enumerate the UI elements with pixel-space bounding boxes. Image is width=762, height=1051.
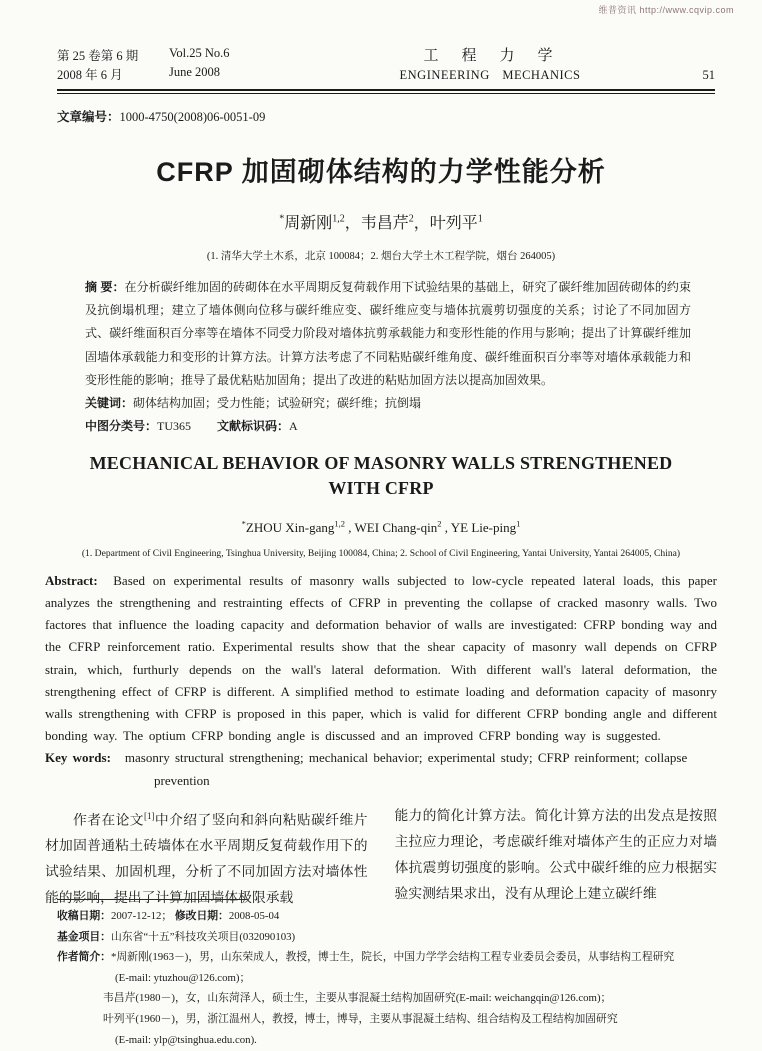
footnote-bio-2: 韦昌芹(1980－)，女，山东菏泽人，硕士生，主要从事混凝土结构加固研究(E-mail: weichangqin@126.com)； <box>103 992 612 1005</box>
doc-code-label: 文献标识码： <box>217 419 290 434</box>
clc-label: 中图分类号： <box>85 419 158 434</box>
received-label: 收稿日期： <box>57 910 111 922</box>
article-number <box>45 107 717 125</box>
paper-title-en-line1: MECHANICAL BEHAVIOR OF MASONRY WALLS STRENGTHENED <box>89 453 673 474</box>
body-left-pre: 作者在论文 <box>72 812 144 828</box>
authors-cn <box>45 210 717 233</box>
body-column-right: 能力的简化计算方法。简化计算方法的出发点是按照主拉应力理论，考虑碳纤维对墙体产生的正应力对墙体抗震剪切强度的影响。公式中碳纤维的应力根据实验实测结果求出，没有从理论上建立碳纤维 <box>394 807 717 901</box>
header-rule <box>57 89 715 94</box>
author-en-2-name: WEI Chang-qin <box>354 519 438 535</box>
abstract-cn <box>85 276 691 392</box>
author-en-1-mark: * <box>241 518 246 529</box>
cqvip-watermark: 维普资讯 http://www.cqvip.com <box>598 5 734 15</box>
author-cn-2 <box>361 215 430 232</box>
journal-title-en: ENGINEERING MECHANICS <box>399 68 581 82</box>
author-2-sup: 2 <box>408 213 414 225</box>
date-cn: 2008 年 6 月 <box>57 68 123 82</box>
paper-title-en <box>45 451 717 501</box>
fund-text: 山东省“十五”科技攻关项目(032090103) <box>110 930 296 943</box>
header-row-2 <box>57 65 715 86</box>
footnote-rule <box>57 899 247 900</box>
body-left-rest: 中介绍了竖向和斜向粘贴碳纤维片材加固普通粘土砖墙体在水平周期反复荷载作用下的试验结果、加固机理，分析了不同加固方法对墙体性能的影响，提出了计算加固墙体极限承载 <box>45 812 368 906</box>
abstract-en-text: Based on experimental results of masonry walls subjected to low-cycle repeated lateral loads, this paper analyzes the strengthening and restrainting effects of CFRP in preventing the collapse of cracked masonry walls. Two factores that influence the loading capacity and deformation behavior of walls are investigated: CFRP bonding way and the CFRP reinforcement ratio. Experimental results show that the shear capacity of masonry wall depends on CFRP strain, which, furthurly depends on the wall's lateral deformation. With different wall's lateral deformation, the strengthening effect of CFRP is different. A simplified method to estimate loading and deformation capacity of masonry walls strengthening with CFRP is proposed in this paper, which is valid for different CFRP bonding angle and different bonding way. The optium CFRP bonding angle is discussed and an improved CFRP bonding way is suggested. <box>45 572 717 744</box>
affiliations-cn: (1. 清华大学土木系，北京 100084；2. 烟台大学土木工程学院，烟台 264005) <box>206 251 556 262</box>
volume-issue <box>57 46 307 64</box>
paper-title-cn: CFRP 加固砌体结构的力学性能分析 <box>156 157 606 187</box>
author-en-sep: , <box>441 519 451 535</box>
body-column-left <box>45 803 368 912</box>
volume-issue-cn: 第 25 卷第 6 期 <box>57 49 139 63</box>
article-number-value: 1000-4750(2008)06-0051-09 <box>119 110 266 124</box>
abstract-block-en <box>45 570 717 792</box>
footnote-block <box>57 899 722 1050</box>
author-en-2-sup: 2 <box>437 518 442 529</box>
author-en-3-sup: 1 <box>516 518 521 529</box>
author-cn-3 <box>430 215 483 232</box>
author-en-1-sup: 1,2 <box>334 518 346 529</box>
author-en-1 <box>242 520 355 535</box>
article-number-label: 文章编号： <box>57 110 120 124</box>
volume-issue-en: Vol.25 No.6 <box>169 46 230 60</box>
keywords-cn-text: 砌体结构加固；受力性能；试验研究；碳纤维；抗倒塌 <box>133 396 422 411</box>
author-en-3-name: YE Lie-ping <box>450 519 517 535</box>
publication-date <box>57 65 307 83</box>
keywords-en-label: Key words: <box>45 750 111 766</box>
bio-1-text: *周新刚(1963－)，男，山东荣成人，教授，博士生，院长，中国力学学会结构工程专业委员会委员，从事结构工程研究 <box>110 951 675 964</box>
author-en-1-name: ZHOU Xin-gang <box>245 519 335 535</box>
author-2-name: 韦昌芹 <box>360 215 409 232</box>
body-text <box>45 803 717 912</box>
footnote-dates <box>57 906 722 927</box>
author-3-name: 叶列平 <box>429 215 478 232</box>
revised-label: 修改日期： <box>174 910 229 922</box>
author-sep: ， <box>413 215 430 232</box>
affiliations-en: (1. Department of Civil Engineering, Tsinghua University, Beijing 100084, China; 2. School of Civil Engineering, Yantai University, Yantai 264005, China) <box>81 547 681 559</box>
footnote-fund <box>57 927 722 948</box>
received-date: 2007-12-12； <box>110 910 173 922</box>
abstract-block-cn <box>45 276 717 438</box>
clc-line <box>85 415 691 438</box>
page-number: 51 <box>702 68 715 82</box>
footnote-bio-1-email: (E-mail: ytuzhou@126.com)； <box>115 971 251 984</box>
abstract-cn-text: 在分析碳纤维加固的砖砌体在水平周期反复荷载作用下试验结果的基础上，研究了碳纤维加固砖砌体的约束及抗倒塌机理；建立了墙体侧向位移与碳纤维应变、碳纤维应变与墙体抗震剪切强度的关系；讨论了不同加固方式、碳纤维面积百分率等在墙体不同受力阶段对墙体抗剪承载能力和变形性能的作用与影响；提出了计算碳纤维加固墙体承载能力和变形的计算方法。计算方法考虑了不同粘贴碳纤维角度、碳纤维面积百分率等对墙体承载能力和变形性能的影响；推导了最优粘贴加固角；提出了改进的粘贴加固方法以提高加固效果。 <box>85 280 691 387</box>
bio-label: 作者简介： <box>57 951 111 964</box>
doc-code-value: A <box>289 419 298 434</box>
paper-title-en-line2: WITH CFRP <box>328 478 434 499</box>
author-1-name: 周新刚 <box>284 215 333 232</box>
keywords-cn <box>85 392 691 415</box>
keywords-en-text: masonry structural strengthening; mechanical behavior; experimental study; CFRP reinforment; collapse prevention <box>124 750 688 788</box>
abstract-en <box>45 570 717 748</box>
author-1-mark: * <box>279 213 285 225</box>
author-1-sup: 1,2 <box>332 213 345 225</box>
authors-en <box>45 518 717 535</box>
author-sep: ， <box>344 215 361 232</box>
revised-date: 2008-05-04 <box>228 910 280 922</box>
footnote-bio-3-email: (E-mail: ylp@tsinghua.edu.con). <box>115 1033 257 1046</box>
date-en: June 2008 <box>169 65 221 79</box>
fund-label: 基金项目： <box>57 930 111 943</box>
footnote-bio-1 <box>57 947 722 968</box>
abstract-en-label: Abstract: <box>45 572 98 588</box>
author-cn-1 <box>279 215 361 232</box>
abstract-cn-label: 摘 要： <box>85 280 125 294</box>
author-en-sep: , <box>345 519 355 535</box>
author-en-3 <box>451 520 521 535</box>
footnote-bio-3: 叶列平(1960－)，男，浙江温州人，教授，博士，博导，主要从事混凝土结构、组合结构及工程结构加固研究 <box>103 1012 618 1025</box>
author-3-sup: 1 <box>477 213 483 225</box>
clc-value: TU365 <box>157 419 192 434</box>
header-row-1 <box>57 44 715 65</box>
journal-title-cn: 工 程 力 学 <box>423 48 557 64</box>
abstract-en-spacer <box>98 573 114 588</box>
author-en-2 <box>355 520 451 535</box>
citation-1: [1] <box>144 810 155 821</box>
keywords-cn-label: 关键词： <box>85 396 134 411</box>
keywords-en <box>45 747 717 791</box>
